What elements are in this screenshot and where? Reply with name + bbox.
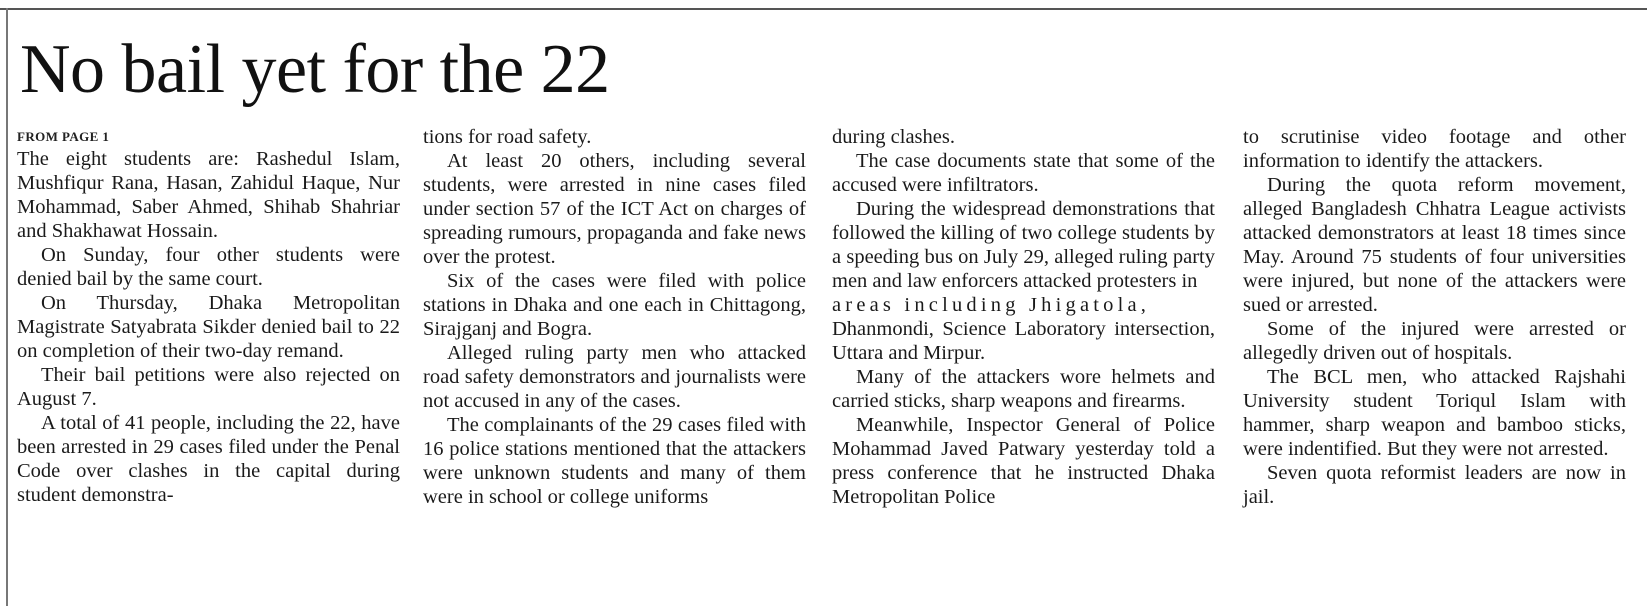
paragraph: Meanwhile, Inspector General of Police Mohammad Javed Patwary yesterday told a press conference that he instructed Dhaka Metropolitan Police <box>832 414 1215 508</box>
headline: No bail yet for the 22 <box>20 31 610 108</box>
article-column-2 <box>423 125 806 509</box>
top-rule <box>0 8 1647 10</box>
paragraph: On Sunday, four other students were denied bail by the same court. <box>17 244 400 290</box>
paragraph: Six of the cases were filed with police stations in Dhaka and one each in Chittagong, Sirajganj and Bogra. <box>423 270 806 340</box>
paragraph: to scrutinise video footage and other information to identify the attackers. <box>1243 126 1626 172</box>
article-column-4 <box>1243 125 1626 509</box>
paragraph: On Thursday, Dhaka Metropolitan Magistrate Satyabrata Sikder denied bail to 22 on completion of their two-day remand. <box>17 292 400 362</box>
paragraph-line: areas including Jhigatola, <box>832 294 1151 316</box>
paragraph: during clashes. <box>832 126 955 148</box>
article-column-1 <box>17 125 400 507</box>
article-column-3 <box>832 125 1215 509</box>
paragraph: The BCL men, who attacked Rajshahi University student Toriqul Islam with hammer, sharp weapon and bamboo sticks, were indentified. But they were not arrested. <box>1243 366 1626 460</box>
paragraph: Some of the injured were arrested or allegedly driven out of hospitals. <box>1243 318 1626 364</box>
paragraph: Seven quota reformist leaders are now in jail. <box>1243 462 1626 508</box>
paragraph: During the quota reform movement, alleged Bangladesh Chhatra League activists attacked demonstrators at least 18 times since May. Around 75 students of four universities were injured, but none of the attackers were sued or arrested. <box>1243 174 1626 316</box>
paragraph: A total of 41 people, including the 22, have been arrested in 29 cases filed under the Penal Code over clashes in the capital during student demonstra- <box>17 412 400 506</box>
paragraph: Alleged ruling party men who attacked road safety demonstrators and journalists were not accused in any of the cases. <box>423 342 806 412</box>
paragraph: During the widespread demonstrations that followed the killing of two college students by a speeding bus on July 29, alleged ruling party men and law enforcers attacked protesters in <box>832 198 1215 292</box>
paragraph: The eight students are: Rashedul Islam, Mushfiqur Rana, Hasan, Zahidul Haque, Nur Mohammad, Saber Ahmed, Shihab Shahriar and Shakhawat Hossain. <box>17 148 400 242</box>
paragraph: At least 20 others, including several students, were arrested in nine cases filed under section 57 of the ICT Act on charges of spreading rumours, propaganda and fake news over the protest. <box>423 150 806 268</box>
paragraph: The case documents state that some of the accused were infiltrators. <box>832 150 1215 196</box>
paragraph: Many of the attackers wore helmets and carried sticks, sharp weapons and firearms. <box>832 366 1215 412</box>
paragraph-line: Dhanmondi, Science Laboratory intersection, Uttara and Mirpur. <box>832 318 1215 364</box>
paragraph: Their bail petitions were also rejected on August 7. <box>17 364 400 410</box>
paragraph: tions for road safety. <box>423 126 592 148</box>
paragraph: The complainants of the 29 cases filed with 16 police stations mentioned that the attackers were unknown students and many of them were in school or college uniforms <box>423 414 806 508</box>
kicker-label: FROM PAGE 1 <box>17 129 110 144</box>
left-rule <box>6 8 8 606</box>
